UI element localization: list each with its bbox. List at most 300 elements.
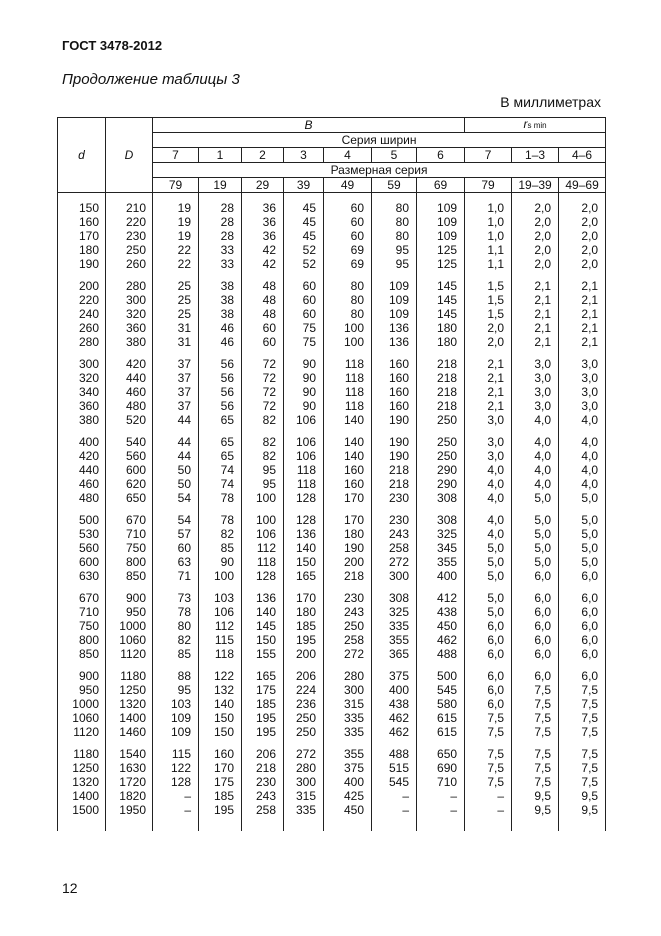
table-cell: 69 <box>324 257 372 271</box>
table-cell: 462 <box>372 725 417 739</box>
size_cols-7: 79 <box>465 178 512 193</box>
table-cell: 175 <box>242 683 284 697</box>
table-cell: – <box>153 803 199 817</box>
table-cell: 160 <box>324 477 372 491</box>
table-cell: 44 <box>153 449 199 463</box>
table-cell: 460 <box>58 477 106 491</box>
table-cell: 75 <box>284 321 324 335</box>
table-row <box>58 193 606 216</box>
table-row <box>58 697 606 711</box>
table-row <box>58 761 606 775</box>
table-cell: 60 <box>242 335 284 349</box>
table-cell: 2,1 <box>559 307 606 321</box>
table-cell: 4,0 <box>512 449 559 463</box>
table-cell: 9,5 <box>512 789 559 803</box>
table-cell: 1500 <box>58 803 106 817</box>
table-row <box>58 293 606 307</box>
table-cell: 462 <box>372 711 417 725</box>
table-cell: 109 <box>153 725 199 739</box>
table-cell: 7,5 <box>559 739 606 761</box>
table-cell: 60 <box>153 541 199 555</box>
table-cell: 340 <box>58 385 106 399</box>
size_cols-9: 49–69 <box>559 178 606 193</box>
table-cell: 600 <box>106 463 153 477</box>
table-cell: 80 <box>324 271 372 293</box>
table-cell: 3,0 <box>559 385 606 399</box>
table-body <box>58 193 606 832</box>
table-cell: 122 <box>153 761 199 775</box>
table-cell: 335 <box>324 711 372 725</box>
table-cell: 118 <box>324 349 372 371</box>
spacer-cell <box>284 817 324 831</box>
table-cell: 6,0 <box>465 633 512 647</box>
table-cell: 160 <box>372 349 417 371</box>
table-cell: 7,5 <box>559 775 606 789</box>
table-cell: 488 <box>372 739 417 761</box>
table-cell: 200 <box>284 647 324 661</box>
spacer-cell <box>417 817 465 831</box>
size_cols-1: 19 <box>199 178 242 193</box>
table-cell: 1,5 <box>465 307 512 321</box>
table-cell: 170 <box>58 229 106 243</box>
table-cell: 2,0 <box>559 215 606 229</box>
table-cell: – <box>153 789 199 803</box>
page-number: 12 <box>62 880 78 896</box>
table-cell: 480 <box>106 399 153 413</box>
table-row <box>58 321 606 335</box>
table-cell: 103 <box>153 697 199 711</box>
table-cell: 258 <box>372 541 417 555</box>
table-cell: 6,0 <box>465 647 512 661</box>
table-cell: 65 <box>199 413 242 427</box>
table-cell: 6,0 <box>559 583 606 605</box>
table-cell: 4,0 <box>512 413 559 427</box>
table-row <box>58 243 606 257</box>
table-row <box>58 349 606 371</box>
table-cell: 2,0 <box>559 229 606 243</box>
table-cell: 103 <box>199 583 242 605</box>
table-cell: 106 <box>284 449 324 463</box>
table-cell: 4,0 <box>512 463 559 477</box>
table-cell: 150 <box>199 711 242 725</box>
table-cell: 290 <box>417 477 465 491</box>
table-cell: 3,0 <box>559 399 606 413</box>
table-row <box>58 271 606 293</box>
table-cell: 69 <box>324 243 372 257</box>
col-header-D: D <box>106 118 153 193</box>
table-cell: 5,0 <box>512 527 559 541</box>
table-cell: 420 <box>106 349 153 371</box>
table-cell: 140 <box>199 697 242 711</box>
table-cell: 3,0 <box>512 349 559 371</box>
table-row <box>58 229 606 243</box>
table-cell: 1400 <box>58 789 106 803</box>
table-cell: 1,0 <box>465 229 512 243</box>
table-cell: 438 <box>417 605 465 619</box>
table-cell: 240 <box>58 307 106 321</box>
table-cell: 106 <box>199 605 242 619</box>
table-cell: 420 <box>58 449 106 463</box>
table-cell: 7,5 <box>465 725 512 739</box>
table-cell: 128 <box>284 491 324 505</box>
table-cell: 250 <box>106 243 153 257</box>
table-cell: 5,0 <box>512 541 559 555</box>
table-cell: 580 <box>417 697 465 711</box>
table-cell: – <box>417 789 465 803</box>
table-cell: 145 <box>417 271 465 293</box>
table-cell: 7,5 <box>512 775 559 789</box>
size_cols-5: 59 <box>372 178 417 193</box>
table-cell: 3,0 <box>559 371 606 385</box>
table-cell: 95 <box>153 683 199 697</box>
table-cell: 300 <box>58 349 106 371</box>
table-cell: 7,5 <box>465 761 512 775</box>
table-cell: 170 <box>284 583 324 605</box>
table-cell: 140 <box>324 449 372 463</box>
table-cell: 1540 <box>106 739 153 761</box>
table-cell: 7,5 <box>559 711 606 725</box>
table-cell: 80 <box>372 193 417 216</box>
table-cell: 100 <box>242 505 284 527</box>
table-cell: 4,0 <box>465 463 512 477</box>
table-row <box>58 555 606 569</box>
table-cell: 36 <box>242 229 284 243</box>
size-series-header: Размерная серия <box>153 163 606 178</box>
table-row <box>58 775 606 789</box>
table-cell: 90 <box>284 349 324 371</box>
table-row <box>58 307 606 321</box>
table-cell: 6,0 <box>512 583 559 605</box>
table-cell: 280 <box>324 661 372 683</box>
table-cell: 54 <box>153 491 199 505</box>
table-cell: 300 <box>284 775 324 789</box>
rs-main: r <box>523 117 528 131</box>
table-cell: 31 <box>153 321 199 335</box>
table-cell: 175 <box>199 775 242 789</box>
table-cell: 2,0 <box>465 335 512 349</box>
table-cell: – <box>372 803 417 817</box>
table-cell: 4,0 <box>559 413 606 427</box>
table-cell: 5,0 <box>559 555 606 569</box>
table-cell: 7,5 <box>512 683 559 697</box>
spacer-cell <box>153 817 199 831</box>
table-cell: 560 <box>106 449 153 463</box>
table-cell: 450 <box>324 803 372 817</box>
table-row <box>58 491 606 505</box>
table-cell: 850 <box>58 647 106 661</box>
table-cell: 7,5 <box>559 683 606 697</box>
table-cell: 360 <box>106 321 153 335</box>
table-cell: 1180 <box>58 739 106 761</box>
table-cell: 1,5 <box>465 293 512 307</box>
table-cell: 3,0 <box>465 449 512 463</box>
table-cell: 480 <box>58 491 106 505</box>
table-cell: 325 <box>372 605 417 619</box>
table-cell: 2,1 <box>559 293 606 307</box>
table-row <box>58 215 606 229</box>
table-cell: 165 <box>284 569 324 583</box>
table-cell: 438 <box>372 697 417 711</box>
table-cell: 462 <box>417 633 465 647</box>
table-cell: 258 <box>324 633 372 647</box>
table-cell: 4,0 <box>465 505 512 527</box>
table-cell: 2,1 <box>559 321 606 335</box>
table-cell: 210 <box>106 193 153 216</box>
table-cell: 560 <box>58 541 106 555</box>
table-row <box>58 463 606 477</box>
table-cell: 2,1 <box>512 293 559 307</box>
table-cell: 45 <box>284 215 324 229</box>
table-cell: 170 <box>199 761 242 775</box>
table-cell: 670 <box>58 583 106 605</box>
size_cols-3: 39 <box>284 178 324 193</box>
table-cell: 195 <box>284 633 324 647</box>
width_cols-5: 5 <box>372 148 417 163</box>
table-cell: 380 <box>58 413 106 427</box>
table-cell: 2,0 <box>512 215 559 229</box>
table-cell: 44 <box>153 413 199 427</box>
table-cell: 750 <box>58 619 106 633</box>
size_cols-6: 69 <box>417 178 465 193</box>
table-cell: 82 <box>242 449 284 463</box>
table-cell: 109 <box>372 293 417 307</box>
table-cell: 57 <box>153 527 199 541</box>
table-cell: 56 <box>199 385 242 399</box>
table-cell: 6,0 <box>559 619 606 633</box>
spacer-cell <box>465 817 512 831</box>
table-cell: 425 <box>324 789 372 803</box>
table-cell: 6,0 <box>559 633 606 647</box>
table-cell: 850 <box>106 569 153 583</box>
table-cell: 800 <box>106 555 153 569</box>
table-cell: 78 <box>153 605 199 619</box>
table-cell: 950 <box>106 605 153 619</box>
table-cell: 109 <box>417 193 465 216</box>
table-cell: 140 <box>324 413 372 427</box>
table-cell: 308 <box>417 491 465 505</box>
table-cell: – <box>465 803 512 817</box>
table-cell: 615 <box>417 725 465 739</box>
table-cell: 272 <box>324 647 372 661</box>
table-cell: 160 <box>372 385 417 399</box>
table-cell: 100 <box>324 335 372 349</box>
table-cell: 243 <box>242 789 284 803</box>
table-cell: 345 <box>417 541 465 555</box>
table-cell: 48 <box>242 307 284 321</box>
table-cell: 118 <box>324 385 372 399</box>
table-row <box>58 569 606 583</box>
table-cell: 670 <box>106 505 153 527</box>
table-cell: 190 <box>372 427 417 449</box>
table-cell: 28 <box>199 193 242 216</box>
table-cell: 118 <box>324 399 372 413</box>
table-cell: 630 <box>58 569 106 583</box>
table-cell: 28 <box>199 229 242 243</box>
table-cell: 90 <box>199 555 242 569</box>
table-cell: 488 <box>417 647 465 661</box>
table-cell: 218 <box>372 477 417 491</box>
table-cell: 1060 <box>58 711 106 725</box>
table-cell: 45 <box>284 193 324 216</box>
table-cell: 38 <box>199 271 242 293</box>
table-cell: 72 <box>242 399 284 413</box>
table-cell: 150 <box>284 555 324 569</box>
table-cell: 106 <box>242 527 284 541</box>
width_cols-6: 6 <box>417 148 465 163</box>
table-cell: 74 <box>199 477 242 491</box>
spacer-cell <box>372 817 417 831</box>
table-cell: 224 <box>284 683 324 697</box>
table-row <box>58 725 606 739</box>
table-cell: 80 <box>372 229 417 243</box>
table-cell: 170 <box>324 505 372 527</box>
table-cell: 400 <box>372 683 417 697</box>
table-cell: 160 <box>199 739 242 761</box>
table-row <box>58 413 606 427</box>
width_cols-8: 1–3 <box>512 148 559 163</box>
table-cell: 100 <box>324 321 372 335</box>
table-cell: 3,0 <box>512 385 559 399</box>
table-cell: 1320 <box>58 775 106 789</box>
table-cell: 335 <box>284 803 324 817</box>
table-cell: 190 <box>58 257 106 271</box>
table-cell: 4,0 <box>465 527 512 541</box>
table-cell: 335 <box>324 725 372 739</box>
table-cell: 2,1 <box>559 271 606 293</box>
table-cell: 37 <box>153 399 199 413</box>
table-row <box>58 477 606 491</box>
size_cols-4: 49 <box>324 178 372 193</box>
table-cell: 50 <box>153 477 199 491</box>
table-cell: 2,0 <box>512 229 559 243</box>
table-cell: 5,0 <box>512 505 559 527</box>
table-cell: 243 <box>372 527 417 541</box>
table-cell: 7,5 <box>512 761 559 775</box>
table-cell: 63 <box>153 555 199 569</box>
table-cell: 115 <box>153 739 199 761</box>
table-cell: 6,0 <box>559 661 606 683</box>
table-cell: 2,1 <box>512 271 559 293</box>
table-cell: 80 <box>324 293 372 307</box>
col-header-d: d <box>58 118 106 193</box>
table-cell: 109 <box>417 229 465 243</box>
table-cell: 355 <box>417 555 465 569</box>
table-cell: 140 <box>284 541 324 555</box>
table-cell: 128 <box>242 569 284 583</box>
table-cell: 7,5 <box>512 711 559 725</box>
table-row <box>58 633 606 647</box>
table-cell: 118 <box>284 463 324 477</box>
table-cell: 4,0 <box>559 449 606 463</box>
table-cell: 65 <box>199 449 242 463</box>
table-cell: 60 <box>324 215 372 229</box>
table-row <box>58 257 606 271</box>
table-cell: 530 <box>58 527 106 541</box>
table-cell: 50 <box>153 463 199 477</box>
table-cell: 160 <box>372 371 417 385</box>
table-cell: 1180 <box>106 661 153 683</box>
table-cell: 136 <box>242 583 284 605</box>
table-cell: 150 <box>58 193 106 216</box>
table-cell: 118 <box>199 647 242 661</box>
table-cell: 170 <box>324 491 372 505</box>
table-cell: 48 <box>242 271 284 293</box>
table-cell: 7,5 <box>559 761 606 775</box>
table-cell: 118 <box>324 371 372 385</box>
table-cell: 109 <box>153 711 199 725</box>
table-cell: 2,0 <box>465 321 512 335</box>
table-cell: 2,1 <box>465 385 512 399</box>
table-row <box>58 803 606 817</box>
table-cell: 6,0 <box>559 569 606 583</box>
table-cell: 180 <box>324 527 372 541</box>
table-cell: 650 <box>106 491 153 505</box>
table-cell: 620 <box>106 477 153 491</box>
table-row <box>58 789 606 803</box>
table-cell: 250 <box>324 619 372 633</box>
table-cell: 4,0 <box>465 491 512 505</box>
table-cell: 42 <box>242 243 284 257</box>
table-cell: 4,0 <box>559 427 606 449</box>
table-cell: 5,0 <box>465 555 512 569</box>
table-cell: 200 <box>58 271 106 293</box>
spacer-cell <box>199 817 242 831</box>
spacer-cell <box>324 817 372 831</box>
table-cell: 218 <box>417 349 465 371</box>
table-cell: 690 <box>417 761 465 775</box>
table-cell: 6,0 <box>512 647 559 661</box>
table-cell: 300 <box>106 293 153 307</box>
table-cell: 218 <box>417 399 465 413</box>
table-cell: 100 <box>199 569 242 583</box>
table-cell: 6,0 <box>465 619 512 633</box>
table-cell: 180 <box>58 243 106 257</box>
width_cols-4: 4 <box>324 148 372 163</box>
document-code: ГОСТ 3478-2012 <box>62 38 163 53</box>
table-cell: 1,0 <box>465 215 512 229</box>
table-cell: 106 <box>284 413 324 427</box>
table-cell: 118 <box>284 477 324 491</box>
table-cell: 1950 <box>106 803 153 817</box>
table-cell: 500 <box>417 661 465 683</box>
table-cell: 100 <box>242 491 284 505</box>
table-cell: 36 <box>242 193 284 216</box>
table-row <box>58 385 606 399</box>
table-cell: 3,0 <box>512 371 559 385</box>
table-cell: 75 <box>284 335 324 349</box>
table-cell: 128 <box>284 505 324 527</box>
table-cell: 280 <box>58 335 106 349</box>
table-cell: 25 <box>153 271 199 293</box>
width_cols-3: 3 <box>284 148 324 163</box>
table-row <box>58 541 606 555</box>
table-cell: 33 <box>199 243 242 257</box>
table-cell: 5,0 <box>559 541 606 555</box>
table-cell: 250 <box>417 413 465 427</box>
table-cell: 1000 <box>106 619 153 633</box>
table-cell: 400 <box>417 569 465 583</box>
table-cell: 6,0 <box>465 697 512 711</box>
table-cell: 6,0 <box>465 661 512 683</box>
table-cell: 136 <box>372 321 417 335</box>
table-row <box>58 399 606 413</box>
table-cell: 950 <box>58 683 106 697</box>
table-cell: 2,1 <box>465 349 512 371</box>
table-cell: 300 <box>372 569 417 583</box>
table-cell: 195 <box>242 725 284 739</box>
table-cell: 82 <box>199 527 242 541</box>
table-cell: – <box>372 789 417 803</box>
